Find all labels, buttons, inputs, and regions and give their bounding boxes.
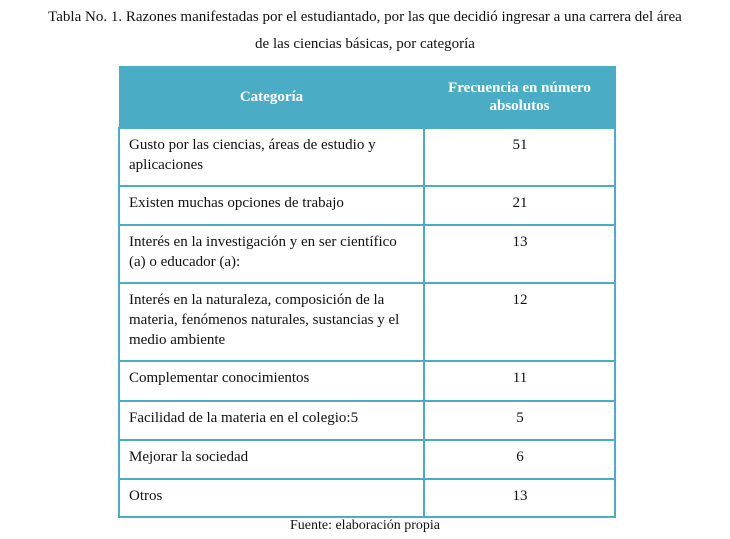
table-row [119, 401, 615, 440]
cell-categoria: Interés en la investigación y en ser científico (a) o educador (a): [119, 225, 424, 283]
table-row [119, 128, 615, 186]
cell-frecuencia: 51 [424, 128, 615, 186]
cell-categoria: Facilidad de la materia en el colegio:5 [119, 401, 424, 440]
table-row [119, 283, 615, 361]
table-header-row [119, 67, 615, 129]
source-note: Fuente: elaboración propia [289, 518, 441, 533]
cell-frecuencia: 6 [424, 440, 615, 479]
cell-categoria: Complementar conocimientos [119, 361, 424, 401]
reasons-table [118, 66, 616, 518]
cell-categoria: Interés en la naturaleza, composición de la materia, fenómenos naturales, sustancias y el medio ambiente [119, 283, 424, 361]
cell-frecuencia: 13 [424, 225, 615, 283]
table-row [119, 440, 615, 479]
cell-frecuencia: 5 [424, 401, 615, 440]
table-row [119, 186, 615, 225]
header-categoria: Categoría [119, 67, 424, 129]
header-frecuencia: Frecuencia en número absolutos [424, 67, 615, 129]
cell-categoria: Gusto por las ciencias, áreas de estudio y aplicaciones [119, 128, 424, 186]
caption-line-1: Tabla No. 1. Razones manifestadas por el estudiantado, por las que decidió ingresar a una carrera del área [48, 9, 682, 25]
table-row [119, 479, 615, 517]
cell-categoria: Otros [119, 479, 424, 517]
table-row [119, 361, 615, 401]
cell-frecuencia: 13 [424, 479, 615, 517]
cell-categoria: Mejorar la sociedad [119, 440, 424, 479]
table-row [119, 225, 615, 283]
table-caption [0, 4, 730, 58]
cell-frecuencia: 21 [424, 186, 615, 225]
caption-line-2: de las ciencias básicas, por categoría [255, 36, 475, 52]
cell-categoria: Existen muchas opciones de trabajo [119, 186, 424, 225]
cell-frecuencia: 11 [424, 361, 615, 401]
cell-frecuencia: 12 [424, 283, 615, 361]
